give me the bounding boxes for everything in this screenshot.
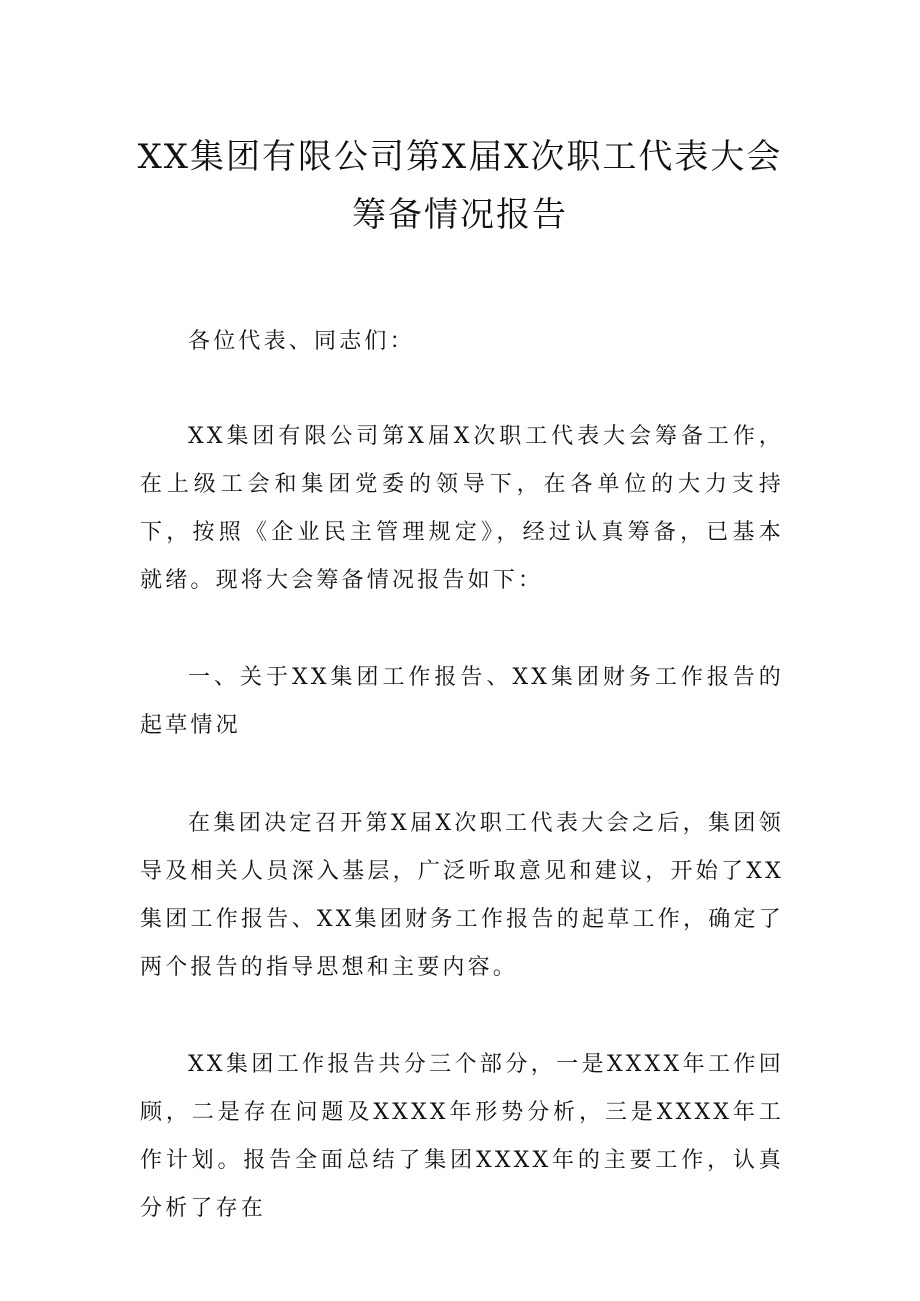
section-1-paragraph-2: XX集团工作报告共分三个部分，一是XXXX年工作回顾，二是存在问题及XXXX年形势分析，三是XXXX年工作计划。报告全面总结了集团XXXX年的主要工作，认真分析了存在 [140, 1052, 784, 1221]
intro-paragraph: XX集团有限公司第X届X次职工代表大会筹备工作，在上级工会和集团党委的领导下，在各单位的大力支持下，按照《企业民主管理规定》，经过认真筹备，已基本就绪。现将大会筹备情况报告如下： [140, 424, 784, 593]
greeting: 各位代表、同志们： [188, 329, 415, 354]
document-title-line-2: 筹备情况报告 [352, 195, 568, 235]
document-title-line-1: XX集团有限公司第X届X次职工代表大会 [137, 137, 783, 177]
section-heading-1: 一、关于XX集团工作报告、XX集团财务工作报告的起草情况 [140, 665, 784, 738]
section-1-paragraph-1: 在集团决定召开第X届X次职工代表大会之后，集团领导及相关人员深入基层，广泛听取意见和建议，开始了XX集团工作报告、XX集团财务工作报告的起草工作，确定了两个报告的指导思想和主要内容。 [140, 811, 784, 980]
